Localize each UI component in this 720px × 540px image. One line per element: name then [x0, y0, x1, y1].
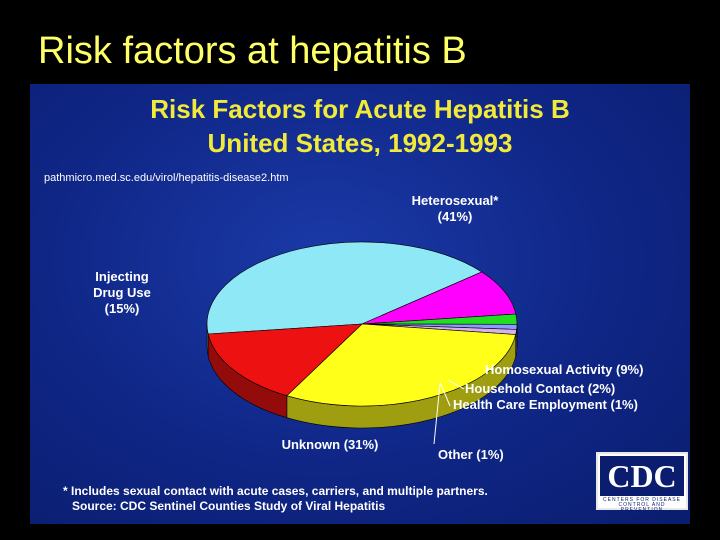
slice-label-other: Other (1%)	[438, 447, 504, 462]
slice-label-idu: Injecting Drug Use (15%)	[93, 269, 151, 316]
slice-label-household: Household Contact (2%)	[465, 381, 616, 396]
cdc-logo-mark: CDC	[600, 456, 684, 496]
pie-chart	[30, 84, 690, 524]
footnote	[63, 484, 488, 514]
slide-title: Risk factors at hepatitis B	[38, 30, 467, 72]
slice-label-healthcare: Health Care Employment (1%)	[453, 397, 638, 412]
chart-subtitle: United States, 1992-1993	[207, 128, 513, 158]
footnote-line-2: Source: CDC Sentinel Counties Study of Viral Hepatitis	[72, 499, 386, 513]
chart-title: Risk Factors for Acute Hepatitis B	[150, 94, 570, 124]
chart-panel	[30, 84, 690, 524]
cdc-logo-subtext: CENTERS FOR DISEASE CONTROL AND PREVENTION	[603, 497, 681, 513]
slice-label-heterosexual: Heterosexual* (41%)	[411, 193, 499, 224]
slice-label-homosexual: Homosexual Activity (9%)	[485, 362, 644, 377]
cdc-logo	[596, 452, 688, 513]
slice-label-unknown: Unknown (31%)	[281, 437, 379, 452]
source-url: pathmicro.med.sc.edu/virol/hepatitis-disease2.htm	[44, 172, 289, 184]
footnote-line-1: * Includes sexual contact with acute cases, carriers, and multiple partners.	[63, 484, 488, 498]
